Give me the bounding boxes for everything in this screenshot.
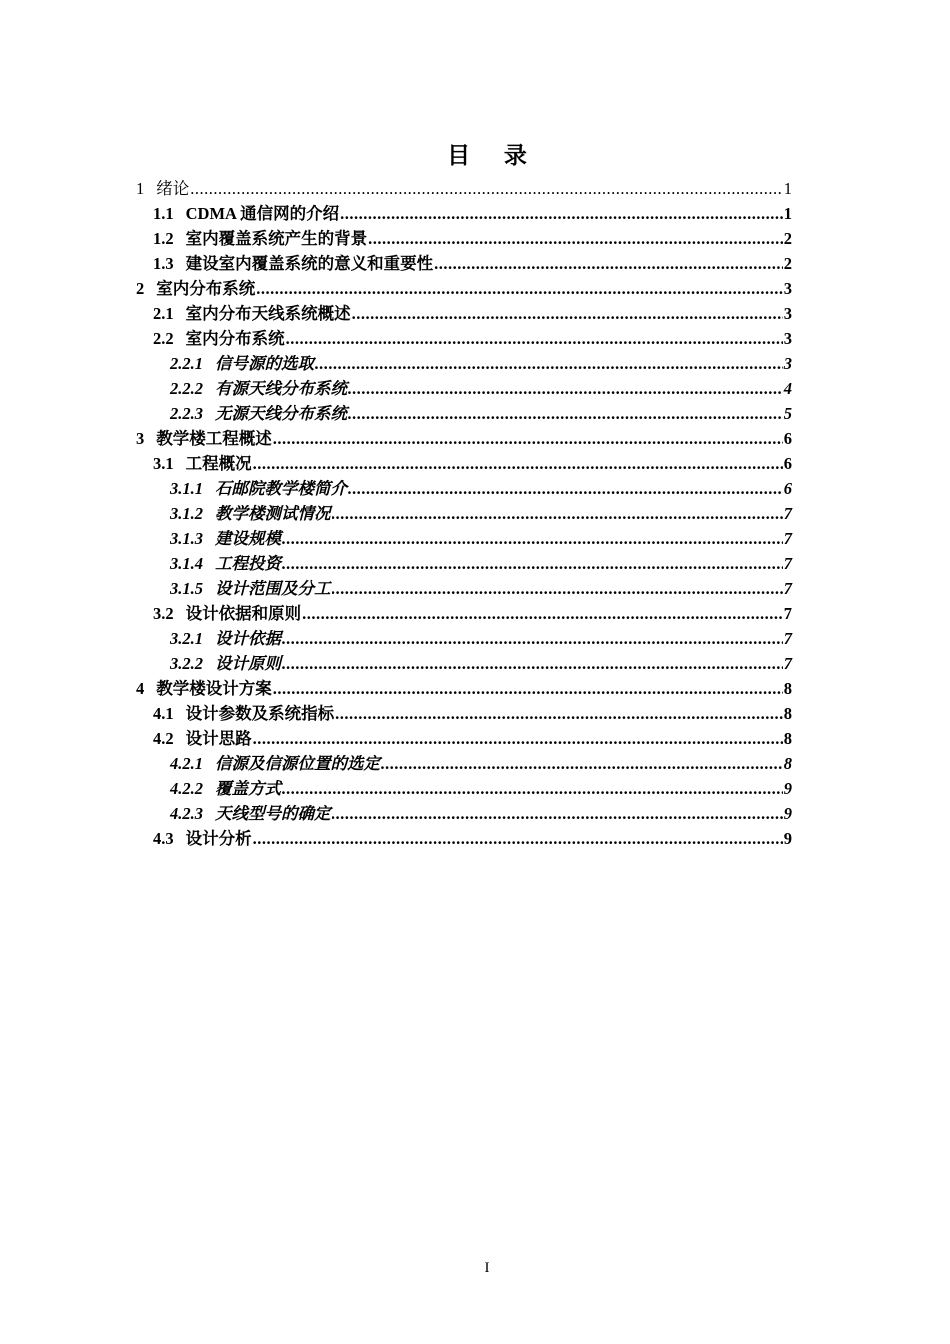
toc-entry-page: 1 (783, 204, 792, 223)
toc-entry-content (170, 526, 792, 551)
toc-entry-page: 5 (783, 404, 792, 423)
toc-entry-number: 3 (136, 429, 145, 448)
toc-entry-content (170, 776, 792, 801)
toc-entry-number: 3.2.2 (170, 654, 203, 673)
toc-entry-page: 8 (783, 679, 792, 698)
toc-entry-title: 石邮院教学楼简介 (215, 479, 347, 498)
toc-entry-page: 4 (783, 379, 792, 398)
toc-entry-number: 2.2.3 (170, 404, 203, 423)
toc-entry-content (170, 501, 792, 526)
toc-entry-content (136, 426, 792, 451)
toc-dot-leader (253, 451, 783, 476)
toc-dot-leader (282, 776, 783, 801)
toc-dot-leader (190, 176, 783, 201)
toc-entry-number: 1 (136, 179, 145, 198)
toc-entry-content (170, 576, 792, 601)
toc-entry-page: 6 (783, 479, 792, 498)
page-title: 目 录 (447, 143, 541, 168)
toc-dot-leader (256, 276, 783, 301)
toc-dot-leader (348, 401, 783, 426)
toc-entry-page: 9 (783, 804, 792, 823)
toc-dot-leader (253, 826, 783, 851)
toc-dot-leader (332, 501, 783, 526)
toc-entry[interactable] (0, 326, 950, 351)
toc-entry-title: 设计依据 (215, 629, 281, 648)
toc-entry-title: 天线型号的确定 (215, 804, 331, 823)
toc-entry-title: 绪论 (156, 179, 190, 198)
toc-entry-content (170, 801, 792, 826)
toc-entry-number: 2.2.1 (170, 354, 203, 373)
toc-entry-content (170, 401, 792, 426)
toc-entry-content (136, 676, 792, 701)
toc-entry-number: 3.1 (153, 454, 174, 473)
toc-dot-leader (348, 476, 783, 501)
toc-entry[interactable] (0, 501, 950, 526)
toc-entry[interactable] (0, 201, 950, 226)
toc-entry-title: 无源天线分布系统 (215, 404, 347, 423)
toc-entry-title: 覆盖方式 (215, 779, 281, 798)
toc-entry-page: 6 (783, 429, 792, 448)
toc-entry-content (170, 651, 792, 676)
toc-entry-page: 9 (783, 779, 792, 798)
toc-dot-leader (368, 226, 783, 251)
toc-entry-page: 3 (783, 354, 792, 373)
toc-entry-number: 4.2.1 (170, 754, 203, 773)
toc-entry-content (170, 476, 792, 501)
toc-entry[interactable] (0, 301, 950, 326)
toc-entry[interactable] (0, 176, 950, 201)
toc-entry-number: 4 (136, 679, 145, 698)
toc-entry[interactable] (0, 626, 950, 651)
toc-entry[interactable] (0, 576, 950, 601)
toc-dot-leader (381, 751, 783, 776)
toc-entry-page: 8 (783, 754, 792, 773)
toc-entry-title: 信源及信源位置的选定 (215, 754, 380, 773)
toc-entry-number: 3.2 (153, 604, 174, 623)
toc-entry[interactable] (0, 351, 950, 376)
toc-entry[interactable] (0, 551, 950, 576)
toc-entry-page: 8 (783, 729, 792, 748)
toc-dot-leader (273, 676, 783, 701)
toc-entry-title: 室内覆盖系统产生的背景 (185, 229, 368, 248)
toc-entry-content (153, 826, 792, 851)
toc-dot-leader (352, 301, 783, 326)
toc-entry-number: 2.2 (153, 329, 174, 348)
toc-entry-page: 9 (783, 829, 792, 848)
toc-entry-content (170, 626, 792, 651)
toc-entry-page: 7 (783, 654, 792, 673)
toc-entry-title: 设计原则 (215, 654, 281, 673)
toc-entry-title: 工程投资 (215, 554, 281, 573)
toc-entry[interactable] (0, 526, 950, 551)
toc-entry-title: 教学楼工程概述 (156, 429, 272, 448)
toc-entry[interactable] (0, 601, 950, 626)
toc-entry-page: 1 (783, 179, 792, 198)
toc-entry-title: 设计思路 (185, 729, 252, 748)
toc-dot-leader (348, 376, 783, 401)
toc-dot-leader (253, 726, 783, 751)
toc-dot-leader (332, 801, 783, 826)
toc-entry-number: 1.3 (153, 254, 174, 273)
toc-entry-page: 7 (783, 629, 792, 648)
toc-entry-number: 2 (136, 279, 145, 298)
toc-entry[interactable] (0, 476, 950, 501)
toc-entry[interactable] (0, 376, 950, 401)
toc-entry[interactable] (0, 651, 950, 676)
toc-entry-page: 2 (783, 229, 792, 248)
toc-entry-content (153, 326, 792, 351)
toc-entry-title: 室内分布系统 (156, 279, 256, 298)
toc-entry-content (153, 451, 792, 476)
toc-entry-content (153, 201, 792, 226)
toc-entry[interactable] (0, 676, 950, 701)
toc-entry-title: 工程概况 (185, 454, 252, 473)
toc-entry-page: 3 (783, 304, 792, 323)
toc-entry[interactable] (0, 426, 950, 451)
toc-entry-title: 信号源的选取 (215, 354, 314, 373)
toc-entry-content (153, 226, 792, 251)
toc-entry-number: 3.1.4 (170, 554, 203, 573)
toc-entry-title: 室内分布系统 (185, 329, 285, 348)
toc-entry-number: 4.2 (153, 729, 174, 748)
toc-dot-leader (273, 426, 783, 451)
toc-entry-page: 7 (783, 529, 792, 548)
toc-entry-content (153, 601, 792, 626)
toc-dot-leader (315, 351, 783, 376)
toc-entry-number: 3.2.1 (170, 629, 203, 648)
toc-entry-number: 1.1 (153, 204, 174, 223)
toc-entry-content (153, 726, 792, 751)
toc-entry[interactable] (0, 726, 950, 751)
toc-entry-title: 设计范围及分工 (215, 579, 331, 598)
toc-entry[interactable] (0, 826, 950, 851)
toc-entry-number: 4.3 (153, 829, 174, 848)
toc-entry-page: 6 (783, 454, 792, 473)
toc-entry-number: 2.2.2 (170, 379, 203, 398)
toc-entry[interactable] (0, 701, 950, 726)
toc-dot-leader (286, 326, 783, 351)
toc-dot-leader (335, 701, 783, 726)
toc-entry-number: 4.1 (153, 704, 174, 723)
toc-entry-title: CDMA 通信网的介绍 (185, 204, 340, 223)
page-number-footer: I (484, 1260, 490, 1276)
toc-entry-page: 2 (783, 254, 792, 273)
toc-entry-title: 设计参数及系统指标 (185, 704, 335, 723)
toc-entry[interactable] (0, 801, 950, 826)
toc-entry-page: 8 (783, 704, 792, 723)
toc-entry[interactable] (0, 776, 950, 801)
toc-entry-number: 3.1.2 (170, 504, 203, 523)
toc-entry-page: 7 (783, 579, 792, 598)
toc-entry-content (136, 176, 792, 201)
toc-dot-leader (282, 551, 783, 576)
toc-entry-title: 有源天线分布系统 (215, 379, 347, 398)
toc-entry[interactable] (0, 751, 950, 776)
toc-entry-content (170, 751, 792, 776)
toc-entry-title: 设计依据和原则 (185, 604, 302, 623)
toc-entry-page: 7 (783, 604, 792, 623)
toc-entry-title: 建设室内覆盖系统的意义和重要性 (185, 254, 434, 273)
toc-dot-leader (282, 626, 783, 651)
toc-dot-leader (434, 251, 783, 276)
toc-entry-number: 4.2.3 (170, 804, 203, 823)
toc-dot-leader (340, 201, 783, 226)
toc-dot-leader (332, 576, 783, 601)
toc-entry-number: 3.1.5 (170, 579, 203, 598)
toc-entry-content (170, 351, 792, 376)
toc-entry-number: 1.2 (153, 229, 174, 248)
toc-entry-number: 4.2.2 (170, 779, 203, 798)
toc-entry[interactable] (0, 451, 950, 476)
toc-entry-page: 3 (783, 279, 792, 298)
toc-entry-number: 2.1 (153, 304, 174, 323)
toc-entry-title: 建设规模 (215, 529, 281, 548)
toc-entry-number: 3.1.1 (170, 479, 203, 498)
toc-entry-content (136, 276, 792, 301)
toc-entry-title: 室内分布天线系统概述 (185, 304, 351, 323)
toc-dot-leader (282, 526, 783, 551)
table-of-contents (0, 176, 950, 851)
toc-entry-content (170, 376, 792, 401)
toc-entry[interactable] (0, 251, 950, 276)
toc-entry-content (170, 551, 792, 576)
toc-entry[interactable] (0, 401, 950, 426)
toc-entry-content (153, 251, 792, 276)
toc-entry-page: 3 (783, 329, 792, 348)
toc-dot-leader (302, 601, 783, 626)
toc-dot-leader (282, 651, 783, 676)
toc-entry-content (153, 701, 792, 726)
toc-entry-title: 设计分析 (185, 829, 252, 848)
toc-entry-title: 教学楼设计方案 (156, 679, 272, 698)
toc-entry[interactable] (0, 226, 950, 251)
toc-entry-content (153, 301, 792, 326)
toc-entry-title: 教学楼测试情况 (215, 504, 331, 523)
toc-entry-number: 3.1.3 (170, 529, 203, 548)
toc-entry-page: 7 (783, 554, 792, 573)
toc-entry[interactable] (0, 276, 950, 301)
toc-entry-page: 7 (783, 504, 792, 523)
